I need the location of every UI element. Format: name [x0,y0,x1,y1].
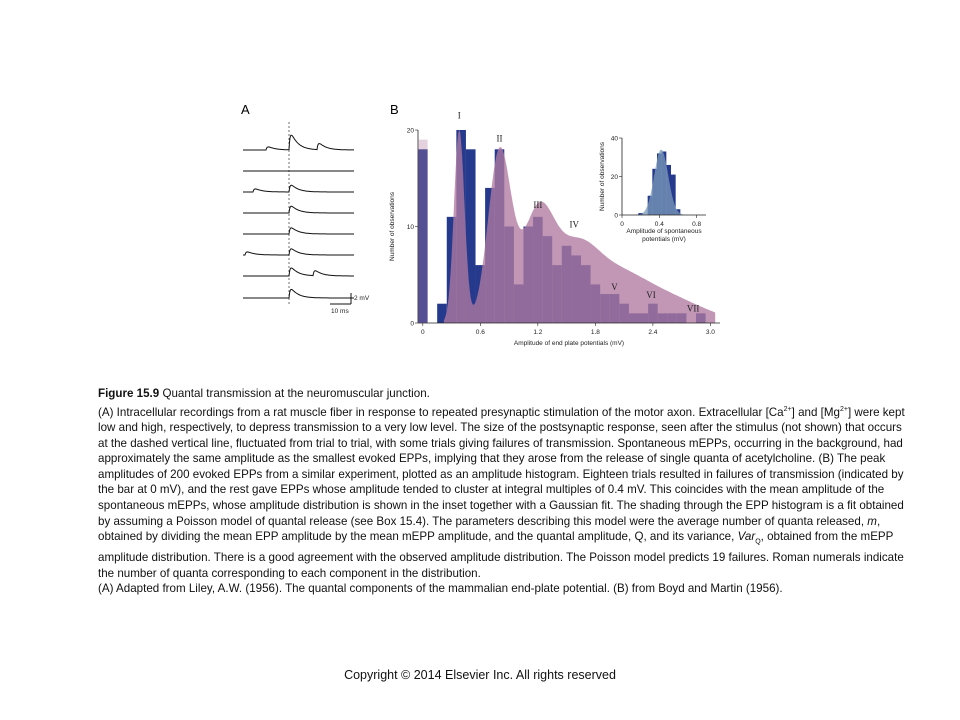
x-tick-label: 0 [420,329,425,336]
panel-b-label: B [390,102,399,117]
caption-title-text: Quantal transmission at the neuromuscular junction. [159,387,430,400]
epp-trace [243,268,354,276]
y-axis-label: Number of observations [599,141,606,212]
caption-sub-q: Q [755,538,761,546]
failure-fit-band [418,140,428,323]
fit-curve [636,150,687,215]
quanta-numeral: II [496,133,503,144]
mepp-inset-histogram [599,136,706,244]
x-axis-label [626,228,702,243]
x-tick-label: 1.8 [590,329,600,336]
caption-italic-var: Var [737,530,756,544]
epp-trace [243,289,354,298]
caption-sup-ca: 2+ [783,405,792,413]
y-tick-label: 0 [614,212,618,220]
caption-body-1: (A) Intracellular recordings from a rat muscle fiber in response to repeated presynaptic stimulation of the motor axon. Extracellular [Ca [98,405,784,419]
quanta-numeral: VII [686,303,700,314]
figure-caption [98,386,906,597]
epp-trace [243,185,354,192]
x-tick-label: 1.2 [533,329,543,336]
caption-italic-m: m [867,514,877,528]
panel-a-label: A [241,102,250,117]
panel-a [241,102,370,315]
caption-body-3: ] were kept low and high, respectively, to depress transmission to a very low level. The size of the postsynaptic response, seen after the stimulus (not shown) that occurs at the dashed vertical line, fluctuated from trial to trial, with some trials giving failures of transmission. Spontaneous mEPPs, occurring in the background, had approximately the same amplitude as the smallest evoked EPPs, implying that they arose from the release of single quanta of acetylcholine. (B) The peak amplitudes of 200 evoked EPPs from a similar experiment, plotted as an amplitude histogram. Eighteen trials resulted in failures of transmission (indicated by the bar at 0 mV), and the rest gave EPPs whose amplitude tended to cluster at integral multiples of 0.4 mV. This coincides with the mean amplitude of the spontaneous mEPPs, whose amplitude distribution is shown in the inset together with a Gaussian fit. The shading through the EPP histogram is a fit obtained by assuming a Poisson model of quantal release (see Box 15.4). The parameters describing this model were the average number of quanta released, [98,405,905,528]
caption-figure-number: Figure 15.9 [98,387,160,400]
panel-b [389,102,720,347]
y-axis-label: Number of observations [389,191,396,262]
epp-traces [243,135,354,298]
y-tick-label: 40 [610,135,618,143]
y-tick-label: 0 [410,320,414,328]
x-axis-label-line: Amplitude of spontaneous [626,228,702,235]
x-tick-label: 0.6 [475,329,485,336]
quanta-numeral: IV [569,219,580,230]
quanta-numeral: I [457,110,461,121]
scale-time-label: 10 ms [331,308,349,315]
epp-trace [243,249,354,255]
copyright-notice: Copyright © 2014 Elsevier Inc. All rights reserved [344,668,616,682]
fit-curve [444,130,715,323]
x-tick-label: 0.8 [692,221,702,228]
epp-trace [243,206,354,213]
caption-source: (A) Adapted from Liley, A.W. (1956). The quantal components of the mammalian end-plate potential. (B) from Boyd and Martin (1956). [98,582,783,596]
y-tick-label: 20 [610,174,618,181]
caption-body-5: , obtained from the mEPP amplitude distribution. There is a good agreement with the observed amplitude distribution. The Poisson model predicts 19 failures. Roman numerals indicate the number of quanta corresponding to each component in the distribution. [98,530,904,580]
x-tick-label: 0.4 [654,221,664,228]
caption-body [98,402,906,582]
x-tick-label: 2.4 [648,329,658,336]
quanta-numeral: VI [646,289,656,300]
epp-trace [243,135,354,150]
y-tick-label: 20 [406,127,414,135]
x-tick-label: 3.0 [705,329,715,336]
x-axis-label: Amplitude of end plate potentials (mV) [513,340,625,347]
x-axis-label-line: potentials (mV) [642,236,686,243]
caption-sup-mg: 2+ [839,405,848,413]
caption-title [98,386,906,402]
quanta-numeral: V [611,282,618,293]
y-tick-label: 10 [406,224,414,231]
scale-voltage-label: 2 mV [354,295,370,302]
epp-trace [243,228,354,234]
caption-body-4: , obtained by dividing the mean EPP amplitude by the mean mEPP amplitude, and the quantal amplitude, Q, and its variance, [98,514,881,544]
caption-body-2: ] and [Mg [791,405,840,419]
x-tick-label: 0 [620,221,624,228]
quanta-numeral: III [533,200,543,211]
